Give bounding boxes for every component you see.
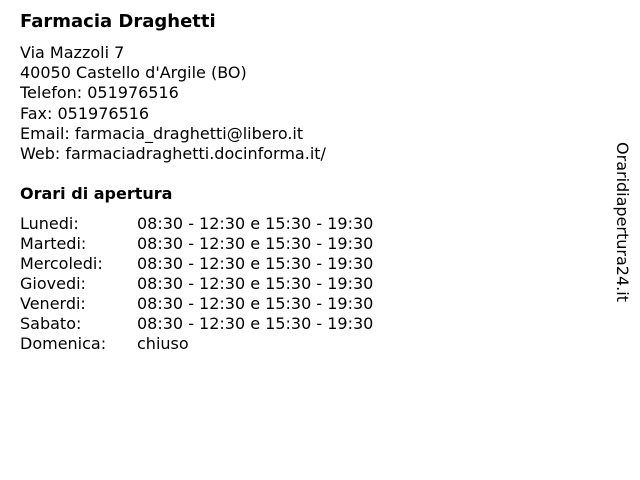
time-value: 08:30 - 12:30 e 15:30 - 19:30 bbox=[137, 314, 374, 333]
phone-number: Telefon: 051976516 bbox=[20, 83, 179, 103]
time-value: 08:30 - 12:30 e 15:30 - 19:30 bbox=[137, 234, 374, 253]
website: Web: farmaciadraghetti.docinforma.it/ bbox=[20, 144, 326, 164]
time-value: 08:30 - 12:30 e 15:30 - 19:30 bbox=[137, 274, 374, 293]
day-label: Martedi: bbox=[20, 234, 87, 253]
day-label: Mercoledi: bbox=[20, 254, 103, 273]
day-label: Lunedi: bbox=[20, 214, 79, 233]
hours-heading: Orari di apertura bbox=[20, 184, 173, 203]
address-street: Via Mazzoli 7 bbox=[20, 43, 125, 62]
time-value: chiuso bbox=[137, 334, 189, 353]
time-value: 08:30 - 12:30 e 15:30 - 19:30 bbox=[137, 254, 374, 273]
pharmacy-name: Farmacia Draghetti bbox=[20, 11, 216, 32]
time-value: 08:30 - 12:30 e 15:30 - 19:30 bbox=[137, 214, 374, 233]
email-address: Email: farmacia_draghetti@libero.it bbox=[20, 123, 304, 143]
time-value: 08:30 - 12:30 e 15:30 - 19:30 bbox=[137, 294, 374, 313]
contact-info bbox=[20, 43, 326, 164]
fax-number: Fax: 051976516 bbox=[20, 103, 150, 123]
day-label: Domenica: bbox=[20, 334, 107, 353]
day-label: Giovedi: bbox=[20, 274, 86, 293]
day-label: Venerdi: bbox=[20, 294, 86, 313]
day-label: Sabato: bbox=[20, 314, 82, 333]
address-city: 40050 Castello d'Argile (BO) bbox=[20, 63, 247, 83]
site-watermark: Oraridiapertura24.it bbox=[613, 142, 632, 302]
